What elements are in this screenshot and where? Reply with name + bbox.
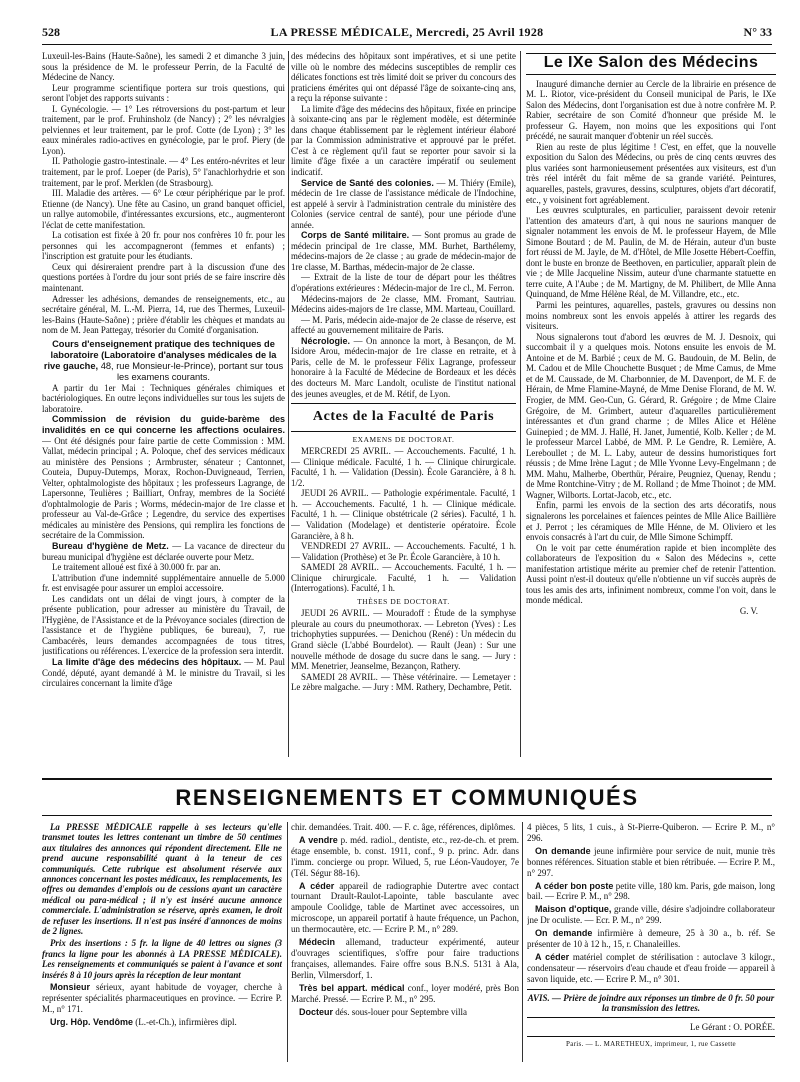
heading-text: Cours d'enseignement pratique des techniques de laboratoire (Laboratoire d'analyses médicales de la rive gauche, (43, 338, 277, 371)
faculty-section-title: Actes de la Faculté de Paris (291, 403, 516, 432)
ad-body: infirmière à demeure, 25 à 30 a., b. réf. Se présenter de 10 à 12 h., 15, r. Chanaleilles. (527, 928, 775, 950)
salon-title: Le IXe Salon des Médecins (526, 53, 776, 75)
news-heading: Service de Santé des colonies. (301, 177, 434, 188)
paragraph: Nous signalerons tout d'abord les œuvres de M. J. Desnoix, qui succombait il y a quelques mois. Notons ensuite les envois de M. Antoine et de M. Barbié ; ceux de M. G. Baudouin, de M. Belin, de M. Cadou et de Mlle Chouchette Busquet ; de Mme Camus, de Mme et de M. Caussade, de M. Charbonnier, de M. Davenport, de M. F. de Hérain, de Mme Flamine-Mayné, de Mme Denise Florand, de M. W. Frogier, de MM. Geo-Cun, G. Gérard, R. Grégoire ; de Mme Claire Grégoire, de M. Grimbert, auteur d'aquarelles particulièrement intéressantes et d'un grand charme ; de Mlles Alice et Hélène Guinepied ; de MM. J. Hallé, H. Janet, Jumentié, Kolb. Keller ; de M. le professeur Marcel Labbé, de MM. P. Le Gendre, R. Lemière, A. Lereboullet ; de M. L. Laby, auteur de dessins humoristiques fort réussis ; de Mme Irène Lagut ; de Mlle Yvonne Levy-Engelmann ; de MM. Mahu, Malherbe, Oberthür, Péraire, Peugniez, Quenay, Rendu ; de Mme Rontchine-Vitry ; de M. Rolland ; de Mme Thoinot ; de MM. Wagner, Wilborts. Lortat-Jacob, etc., etc. (526, 331, 776, 500)
printer-credit: Paris. — L. MARETHEUX, imprimeur, 1, rue Cassette (566, 1039, 736, 1048)
paragraph: Leur programme scientifique portera sur trois questions, qui seront l'objet des rapports suivants : (42, 82, 285, 104)
news-heading: Nécrologie. (301, 335, 351, 346)
ad-body: conf., loyer modéré, près Bon Marché. Pressé. — Ecrire P. M., n° 295. (291, 982, 519, 1004)
ad-lead: Maison d'optique, (535, 904, 612, 915)
author-signature: G. V. (739, 605, 758, 616)
column-divider (520, 51, 521, 757)
classified-ad (291, 881, 519, 936)
thesis-entry: SAMEDI 28 AVRIL. — Thèse vétérinaire. — Lemetayer : Le zèbre malgache. — Jury : MM. Rathery, Dechambre, Petit. (291, 671, 516, 693)
paragraph: Inauguré dimanche dernier au Cercle de la librairie en présence de M. L. Riotor, vice-président du Conseil municipal de Paris, le IXe Salon des Médecins, dont l'organisation est due à notre confrère M. P. Rabier, secrétaire de son Comité d'honneur que préside M. le professeur G. Hayem, non moins que les expositions qui l'ont précédé, ne saurait manquer d'obtenir un réel succès. (526, 78, 776, 142)
section-bottom-rule (42, 815, 772, 816)
news-body: — M. Thiéry (Emile), médecin de 1re classe de l'assistance médicale de l'Indochine, est appelé à servir à l'administration centrale du ministère des Colonies (service central de santé), pour une période d'une année. (291, 177, 516, 230)
classified-ad (42, 982, 282, 1015)
ad-lead: Urg. Hôp. Vendôme (50, 1016, 134, 1027)
thesis-entry: JEUDI 26 AVRIL. — Mouradoff : Étude de la symphyse pleurale au cours du pneumothorax. — Lebreton (Yves) : Les trichophyties suppurées. — Denichou (René) : Un médecin du Grand siècle (L'abbé Bourdelot). — Rault (Jean) : Sur une nouvelle méthode de dosage du sucre dans le sang. — Jury : MM. Menetrier, Jeanselme, Bezançon, Rathery. (291, 608, 516, 672)
column-1 (42, 51, 285, 776)
exam-entry: MERCREDI 25 AVRIL. — Accouchements. Faculté, 1 h. — Clinique médicale. Faculté, 1 h. — Clinique chirurgicale. Faculté, 1 h. — Validation (Dessin). École Garancière, à 8 h. 1/2. (291, 446, 516, 488)
paragraph: La cotisation est fixée à 20 fr. pour nos confrères 10 fr. pour les personnes qui les accompagneront (femmes et enfants) ; l'inscription est gratuite pour les étudiants. (42, 230, 285, 262)
paragraph: Ceux qui désireraient prendre part à la discussion d'une des questions portées à l'ordre du jour sont priés de se faire inscrire dès maintenant. (42, 261, 285, 294)
paragraph: Parmi les peintures, aquarelles, pastels, gravures ou dessins non moins nombreux sont les envois appelés à attirer les regards des visiteurs. (526, 300, 776, 332)
paragraph (42, 414, 285, 541)
column-3 (526, 51, 776, 776)
journal-title: LA PRESSE MÉDICALE, Mercredi, 25 Avril 1928 (270, 25, 544, 39)
paragraph: II. Pathologie gastro-intestinale. — 4° Les entéro-névrites et leur traitement, par le prof. Loeper (de Paris), 5° l'anachlorhydrie et son traitement, par le prof. Merklen (de Strasbourg). (42, 156, 285, 188)
ad-body: dés. sous-louer pour Septembre villa (333, 1006, 467, 1017)
paragraph (42, 657, 285, 689)
paragraph: Médecins-majors de 2e classe, MM. Fromant, Sautriau. Médecins aides-majors de 1re classe, MM. Marteau, Couillard. (291, 293, 516, 315)
notice-box: AVIS. — Prière de joindre aux réponses un timbre de 0 fr. 50 pour la transmission des lettres. (527, 989, 775, 1018)
classified-ad (527, 881, 775, 903)
ad-lead: Docteur (299, 1006, 334, 1017)
paragraph (291, 178, 516, 231)
paragraph (42, 541, 285, 562)
paragraph (291, 336, 516, 399)
news-heading: Bureau d'hygiène de Metz. (52, 540, 169, 551)
news-heading: Corps de Santé militaire. (301, 230, 410, 241)
ad-lead: A céder (299, 880, 335, 891)
ad-lead: A céder (535, 951, 570, 962)
running-head (42, 25, 772, 41)
paragraph: Luxeuil-les-Bains (Haute-Saône), les samedi 2 et dimanche 3 juin, sous la présidence de M. le professeur Perrin, de la Faculté de Médecine de Nancy. (42, 51, 285, 83)
ad-lead: A vendre (299, 834, 338, 845)
ads-column-3 (527, 822, 775, 1072)
classified-ad (527, 952, 775, 985)
ad-lead: Monsieur (50, 982, 91, 993)
paragraph: — M. Paris, médecin aide-major de 2e classe de réserve, est affecté au gouvernement militaire de Paris. (291, 314, 516, 336)
paragraph: Adresser les adhésions, demandes de renseignements, etc., au secrétaire général, M. L.-M. Pierra, 14, rue des Thermes, Luxeuil-les-Bains (Haute-Saône) ; prière d'établir les chèques et mandats au nom de M. Jean Pattegay, trésorier du Comité d'organisation. (42, 293, 285, 336)
paragraph: Les candidats ont un délai de vingt jours, à compter de la présente publication, pour adresser au ministère du Travail, de l'Hygiène, de l'Assistance et de la Prévoyance sociales (direction de l'assistance et de l'hygiène publiques, 6e bureau), 7, rue Cambacérès, leurs demandes accompagnées de tous titres, justifications ou références. L'exercice de la profession sera interdit. (42, 593, 285, 657)
paragraph (291, 230, 516, 272)
classified-ad (527, 846, 775, 879)
news-heading: La limite d'âge des médecins des hôpitaux. (52, 656, 242, 667)
ad-lead: Très bel appart. médical (299, 982, 405, 993)
news-body: — On annonce la mort, à Besançon, de M. Isidore Arou, médecin-major de 1re classe en retraite, et à Paris, celle de M. le professeur Félix Lagrange, professeur honoraire à la Faculté de Médecine de Bordeaux et les décès des docteurs M. Marc Landolt, oculiste de l'institut national des jeunes aveugles, et de M. Rétif, de Lyon. (291, 335, 516, 399)
paragraph: L'attribution d'une indemnité supplémentaire annuelle de 5.000 fr. est envisagée pour assurer un emploi accessoire. (42, 572, 285, 594)
paragraph: I. Gynécologie. — 1° Les rétroversions du post-partum et leur traitement, par le prof. Fruhinsholz (de Nancy) ; 2° les névralgies pelviennes et leur traitement, par le prof. Cotte (de Lyon) ; 3° les eaux minérales radio-actives en gynécologie, par le prof. Piery (de Lyon). (42, 103, 285, 156)
ad-body: jeune infirmière pour service de nuit, munie très bonnes références. Situation stable et bien rétribuée. — Ecrire P. M., n° 297. (527, 845, 775, 878)
ad-body: sérieux, ayant habitude de voyager, cherche à représenter spécialités pharmaceutiques en province. — Ecrire P. M., n° 171. (42, 982, 282, 1014)
ad-body: petite ville, 180 km. Paris, gde maison, long bail. — Ecrire P. M., n° 298. (527, 880, 775, 902)
ad-body: grande ville, désire s'adjoindre collaborateur jne Dr oculiste. — Ecr. P. M., n° 299. (527, 904, 775, 926)
classified-ad: 4 pièces, 5 lits, 1 cuis., à St-Pierre-Quiberon. — Ecrire P. M., n° 296. (527, 822, 775, 843)
paragraph: Rien au reste de plus légitime ! C'est, en effet, que la nouvelle exposition du Salon des Médecins, ou près de cinq cents œuvres des plus variées sont harmonieusement présentées aux visiteurs, est d'un très réel intérêt du fait même de sa grande variété. Peintures, aquarelles, pastels, gravures, dessins, sculptures, objets d'art décoratif, etc., y voisinent fort agréablement. (526, 141, 776, 205)
classified-ad (291, 1007, 519, 1018)
news-body: — M. Paul Condé, député, ayant demandé à M. le ministre du Travail, si les circulaires concernant la limite d'âge (42, 656, 285, 689)
classified-ad (42, 1017, 282, 1028)
ad-lead: On demande (535, 928, 593, 939)
exam-entry: VENDREDI 27 AVRIL. — Accouchements. Faculté, 1 h. — Validation (Prothèse) et 3e Pr. École Garancière, à 10 h. (291, 541, 516, 562)
exam-subhead: EXAMENS DE DOCTORAT. (352, 434, 455, 444)
column-divider (522, 822, 523, 1062)
section-top-rule (42, 778, 772, 780)
news-heading: Commission de révision du guide-barème des invalidités en ce qui concerne les affections oculaires. (42, 414, 285, 435)
ad-body: matériel complet de stérilisation : autoclave 3 kilogr., condensateur — réservoirs d'eau chaude et d'eau froide — appareil à savon liquide, etc. — Ecrire P. M., n° 301. (527, 951, 775, 984)
ad-lead: On demande (535, 845, 591, 856)
ad-body: appareil de radiographie Dutertre avec contact tournant Drault-Raulot-Lapointe, table basculante avec ampoule Coolidge, table de Martinet avec accessoires, un microscope, un appareil portatif à haute fréquence, un Pachon, un thermocautère, etc. — Ecrire P. M., n° 289. (291, 880, 519, 935)
classified-ad (291, 835, 519, 879)
paragraph: On le voit par cette énumération rapide et bien incomplète des collaborateurs de l'exposition du « Salon des Médecins », cette manifestation artistique mérite au premier chef de retenir l'attention. Aussi point n'est-il douteux qu'elle n'obtienne un vif succès auprès de tous les amis des arts, infiniment nombreux, comme l'on voit, dans le monde médical. (526, 542, 776, 606)
exam-entry: JEUDI 26 AVRIL. — Pathologie expérimentale. Faculté, 1 h. — Accouchements. Faculté, 1 h. — Clinique médicale. Faculté, 1 h. — Clinique obstétricale (2 séries). Faculté, 1 h. — Validation (Modelage) et dentisterie opératoire. École Garancière, à 8 h. (291, 488, 516, 541)
ad-lead: A céder bon poste (535, 880, 614, 891)
classified-ad (527, 904, 775, 926)
paragraph: La limite d'âge des médecins des hôpitaux, fixée en principe à soixante-cinq ans par le règlement modèle, est déterminée dans chaque établissement par le règlement intérieur élaboré par la Commission administrative et approuvé par le préfet. C'est à ce règlement qu'il faut se reporter pour savoir si la limite d'âge fixée a un caractère impératif ou seulement indicatif. (291, 103, 516, 178)
paragraph: Les œuvres sculpturales, en particulier, paraissent devoir retenir l'attention des amateurs d'art, à qui nous ne saurions manquer de signaler notamment les envois de M. le professeur Hayem, de Mlle Simone Boutard ; de M. Paulin, de M. de Hérain, auteur d'un buste fort réussi de M. Jayle, de M. d'Hôtel, de Mlle Josette Hébert-Coeffin, dont le buste en bronze de Beethoven, en particulier, apparaît plein de vie ; de Mlle Jacqueline Nissim, auteur d'une charmante statuette en terre cuite, A l'Aube ; de M. Martigny, de M. Philibert, de Mlle Anna Quinquand, de Mme Hélène Réal, de M. Villandre, etc., etc. (526, 205, 776, 300)
exam-entry: SAMEDI 28 AVRIL. — Accouchements. Faculté, 1 h. — Clinique chirurgicale. Faculté, 1 h. — Validation (Interrogations). Faculté, 1 h. (291, 562, 516, 594)
header-rule (42, 44, 772, 45)
paragraph: A partir du 1er Mai : Techniques générales chimiques et bactériologiques. En outre leçons individuelles sur tous les sujets de laboratoire. (42, 382, 285, 414)
ads-column-1 (42, 822, 282, 1072)
paragraph: des médecins des hôpitaux sont impératives, et si une petite ville où le nombre des médecins susceptibles de remplir ces délicates fonctions est très limité doit se priver du concours des praticiens émérites qui ont dépassé l'âge de soixante-cinq ans, a reçu la réponse suivante : (291, 51, 516, 104)
footer-rule (527, 1036, 775, 1037)
heading-tail: 48, rue Monsieur-le-Prince), portant sur tous les examens courants. (98, 360, 284, 382)
column-divider (288, 51, 289, 757)
classified-ad (291, 937, 519, 981)
thesis-subhead: THÈSES DE DOCTORAT. (357, 596, 450, 606)
news-heading (42, 339, 285, 383)
paragraph: Le traitement alloué est fixé à 30.000 fr. par an. (52, 562, 221, 573)
ads-column-2 (291, 822, 519, 1072)
column-2 (291, 51, 516, 776)
issue-number: N° 33 (743, 25, 772, 39)
paragraph: III. Maladie des artères. — 6° Le cœur périphérique par le prof. Etienne (de Nancy). Une fête au Casino, un grand banquet officiel, un rallye automobile, d'intéressantes excursions, etc., augmenteront l'éclat de cette manifestation. (42, 188, 285, 230)
column-divider (287, 822, 288, 1062)
ads-intro: La PRESSE MÉDICALE rappelle à ses lecteurs qu'elle transmet toutes les lettres contenant un timbre de 50 centimes aux titulaires des annonces qui répondent directement. Elle ne prend aucune responsabilité quant à la teneur de ces communiqués. Cette rubrique est absolument réservée aux annonces concernant les postes médicaux, les remplacements, les offres ou demandes d'emplois ou de cessions ayant un caractère médical ou para-médical ; il n'y est inséré aucune annonce commerciale. L'administration se réserve, après examen, le droit de refuser les insertions. Il n'est pas inséré d'annonces de moins de 2 lignes. (42, 822, 282, 937)
managing-editor: Le Gérant : O. PORÉE. (690, 1021, 775, 1032)
classified-ad (527, 928, 775, 950)
page-number: 528 (42, 25, 60, 39)
ad-body: (L.-et-Ch.), infirmières dipl. (133, 1016, 237, 1027)
section-title: RENSEIGNEMENTS ET COMMUNIQUÉS (175, 785, 639, 810)
ad-body: allemand, traducteur expérimenté, auteur d'ouvrages scientifiques, s'offre pour faire traductions françaises, allemandes. Faire offre sous B.N.S. 5131 à Ala, Berlin, Vilmersdorf, 1. (291, 937, 519, 980)
ad-lead: Médecin (299, 937, 336, 948)
paragraph: — Extrait de la liste de tour de départ pour les théâtres d'opérations extérieures : Médecin-major de 1re cl., M. Ferron. (291, 272, 516, 294)
ad-body: p. méd. radiol., dentiste, etc., rez-de-ch. et prem. étage ensemble, b. const. 1911, conf., 9 p. princ. Adr. dans l'imm. concierge ou propr. Wilued, 5, rue Léon-Vaudoyer, 7e (Tél. Ségur 88-16). (291, 834, 519, 878)
news-body: — Ont été désignés pour faire partie de cette Commission : MM. Vallat, médecin principal ; A. Poloque, chef des services médicaux au ministère des Pensions ; Armbruster, sénateur ; Cantonnet, Couteia, Dupuy-Dutemps, Morax, Rochon-Duvigneaud, Terrien, Velter, ophtalmologiste des hôpitaux ; les professeurs Lagrange, de Lapersonne, Teulières ; Bailliart, Onfray, membres de la Société d'ophtalmologie de Paris ; Worms, médecin-major de 1re classe et professeur au Val-de-Grâce ; Legendre, du service des expertises médicales au ministère des Pensions, qui remplira les fonctions de secrétaire de la Commission. (42, 435, 285, 541)
classified-ad (291, 983, 519, 1005)
news-body: — La vacance de directeur du bureau municipal d'hygiène est déclarée ouverte pour Metz. (42, 540, 285, 562)
news-body: — Sont promus au grade de médecin principal de 1re classe, MM. Burhet, Barthélemy, médecins-majors de 2e classe ; au grade de médecin-major de 1re classe, M. Barthas, médecin-major de 2e classe. (291, 230, 516, 272)
classified-ad: chir. demandées. Trait. 400. — F. c. âge, références, diplômes. (291, 822, 516, 832)
paragraph: Enfin, parmi les envois de la section des arts décoratifs, nous signalerons les porcelaines et faïences peintes de Mlle Alice Baillière et J. Perrot ; les céramiques de Mlle Hénne, de M. Oliviero et les envois consacrés à l'art du cuir, de Mlle Simone Schimpff. (526, 500, 776, 543)
ads-prices: Prix des insertions : 5 fr. la ligne de 40 lettres ou signes (3 francs la ligne pour les abonnés à LA PRESSE MÉDICALE). Les renseignements et communiqués se paient à l'avance et sont insérés 8 à 10 jours après la réception de leur montant (42, 938, 282, 980)
